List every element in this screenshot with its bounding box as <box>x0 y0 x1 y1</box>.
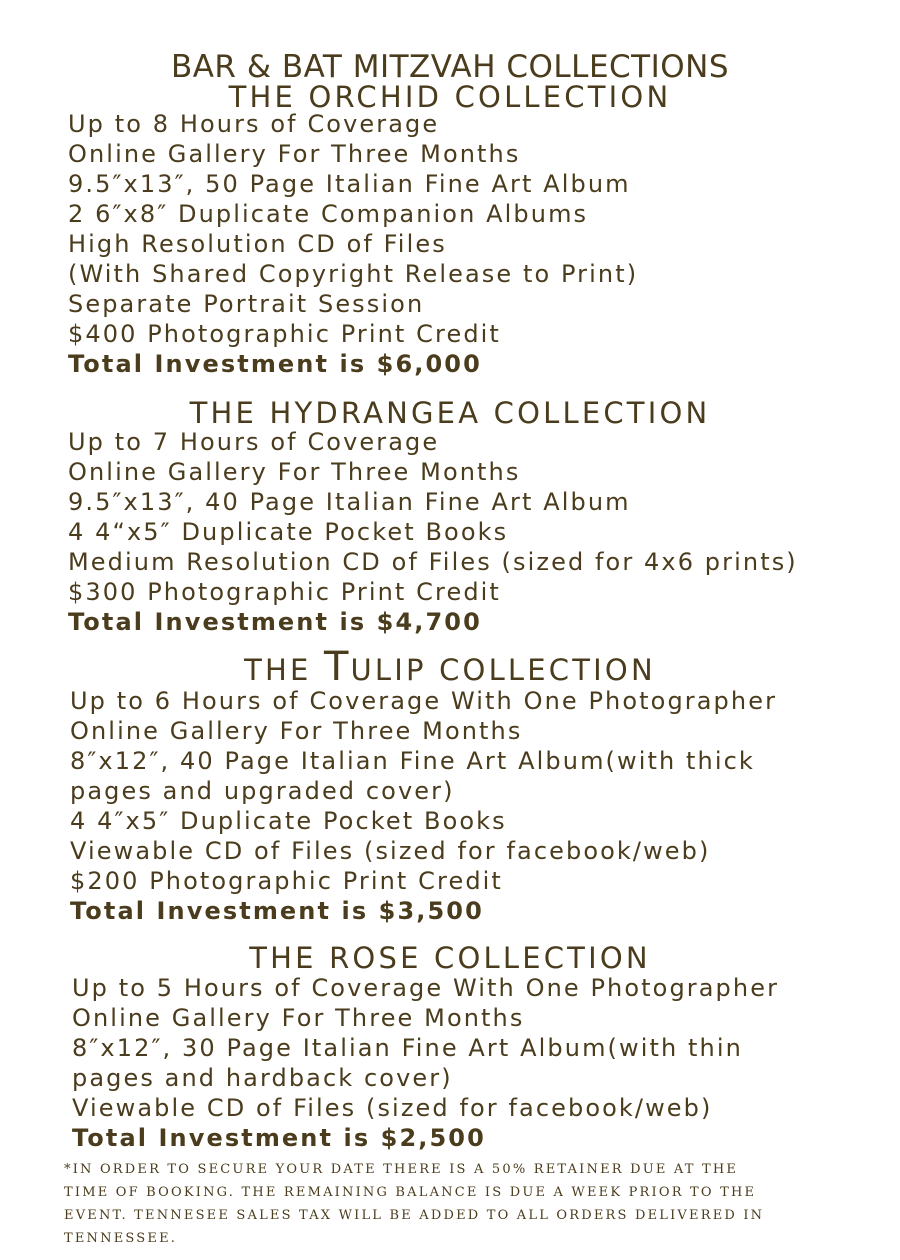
hydrangea-collection-title: THE HYDRANGEA COLLECTION <box>189 396 711 430</box>
rose-collection-list <box>72 973 779 1153</box>
list-item: Up to 8 Hours of Coverage <box>68 110 440 138</box>
list-item: 4 4“x5″ Duplicate Pocket Books <box>68 518 509 546</box>
rose-total: Total Investment is $2,500 <box>72 1124 486 1152</box>
list-item: 9.5″x13″, 50 Page Italian Fine Art Album <box>68 170 631 198</box>
hydrangea-collection-list <box>68 427 798 637</box>
list-item: Online Gallery For Three Months <box>70 717 523 745</box>
list-item: 8″x12″, 30 Page Italian Fine Art Album(with thin <box>72 1034 743 1062</box>
list-item: Online Gallery For Three Months <box>68 458 521 486</box>
retainer-footnote <box>64 1158 844 1250</box>
orchid-total: Total Investment is $6,000 <box>68 350 482 378</box>
list-item: Viewable CD of Files (sized for facebook/web) <box>72 1094 713 1122</box>
tulip-title-prefix: THE <box>244 653 325 687</box>
list-item: $300 Photographic Print Credit <box>68 578 501 606</box>
hydrangea-total: Total Investment is $4,700 <box>68 608 482 636</box>
footnote-line: TIME OF BOOKING. THE REMAINING BALANCE IS DUE A WEEK PRIOR TO THE <box>64 1185 757 1200</box>
list-item: pages and hardback cover) <box>72 1064 453 1092</box>
tulip-collection-list <box>70 686 777 926</box>
rose-collection-title: THE ROSE COLLECTION <box>249 941 651 975</box>
tulip-title-initial: T <box>324 644 351 690</box>
list-item: Up to 5 Hours of Coverage With One Photographer <box>72 974 780 1002</box>
list-item: $400 Photographic Print Credit <box>68 320 501 348</box>
list-item: Viewable CD of Files (sized for facebook/web) <box>70 837 711 865</box>
tulip-total: Total Investment is $3,500 <box>70 897 484 925</box>
list-item: Up to 7 Hours of Coverage <box>68 428 440 456</box>
list-item: Medium Resolution CD of Files (sized for 4x6 prints) <box>68 548 798 576</box>
tulip-collection-title <box>0 644 900 690</box>
footnote-line: *IN ORDER TO SECURE YOUR DATE THERE IS A 50% RETAINER DUE AT THE <box>64 1162 739 1177</box>
list-item: $200 Photographic Print Credit <box>70 867 503 895</box>
list-item: pages and upgraded cover) <box>70 777 455 805</box>
list-item: 8″x12″, 40 Page Italian Fine Art Album(with thick <box>70 747 755 775</box>
footnote-line: EVENT. TENNESEE SALES TAX WILL BE ADDED TO ALL ORDERS DELIVERED IN <box>64 1208 765 1223</box>
list-item: (With Shared Copyright Release to Print) <box>68 260 639 288</box>
orchid-collection-title: THE ORCHID COLLECTION <box>228 80 672 114</box>
footnote-line: TENNESSEE. <box>64 1231 178 1246</box>
list-item: Online Gallery For Three Months <box>68 140 521 168</box>
list-item: Separate Portrait Session <box>68 290 425 318</box>
list-item: 2 6″x8″ Duplicate Companion Albums <box>68 200 589 228</box>
list-item: 4 4″x5″ Duplicate Pocket Books <box>70 807 507 835</box>
tulip-title-rest: ULIP COLLECTION <box>350 653 656 687</box>
list-item: Up to 6 Hours of Coverage With One Photographer <box>70 687 778 715</box>
orchid-collection-list <box>68 109 638 379</box>
list-item: 9.5″x13″, 40 Page Italian Fine Art Album <box>68 488 631 516</box>
page-title: BAR & BAT MITZVAH COLLECTIONS <box>170 48 730 85</box>
list-item: Online Gallery For Three Months <box>72 1004 525 1032</box>
list-item: High Resolution CD of Files <box>68 230 447 258</box>
